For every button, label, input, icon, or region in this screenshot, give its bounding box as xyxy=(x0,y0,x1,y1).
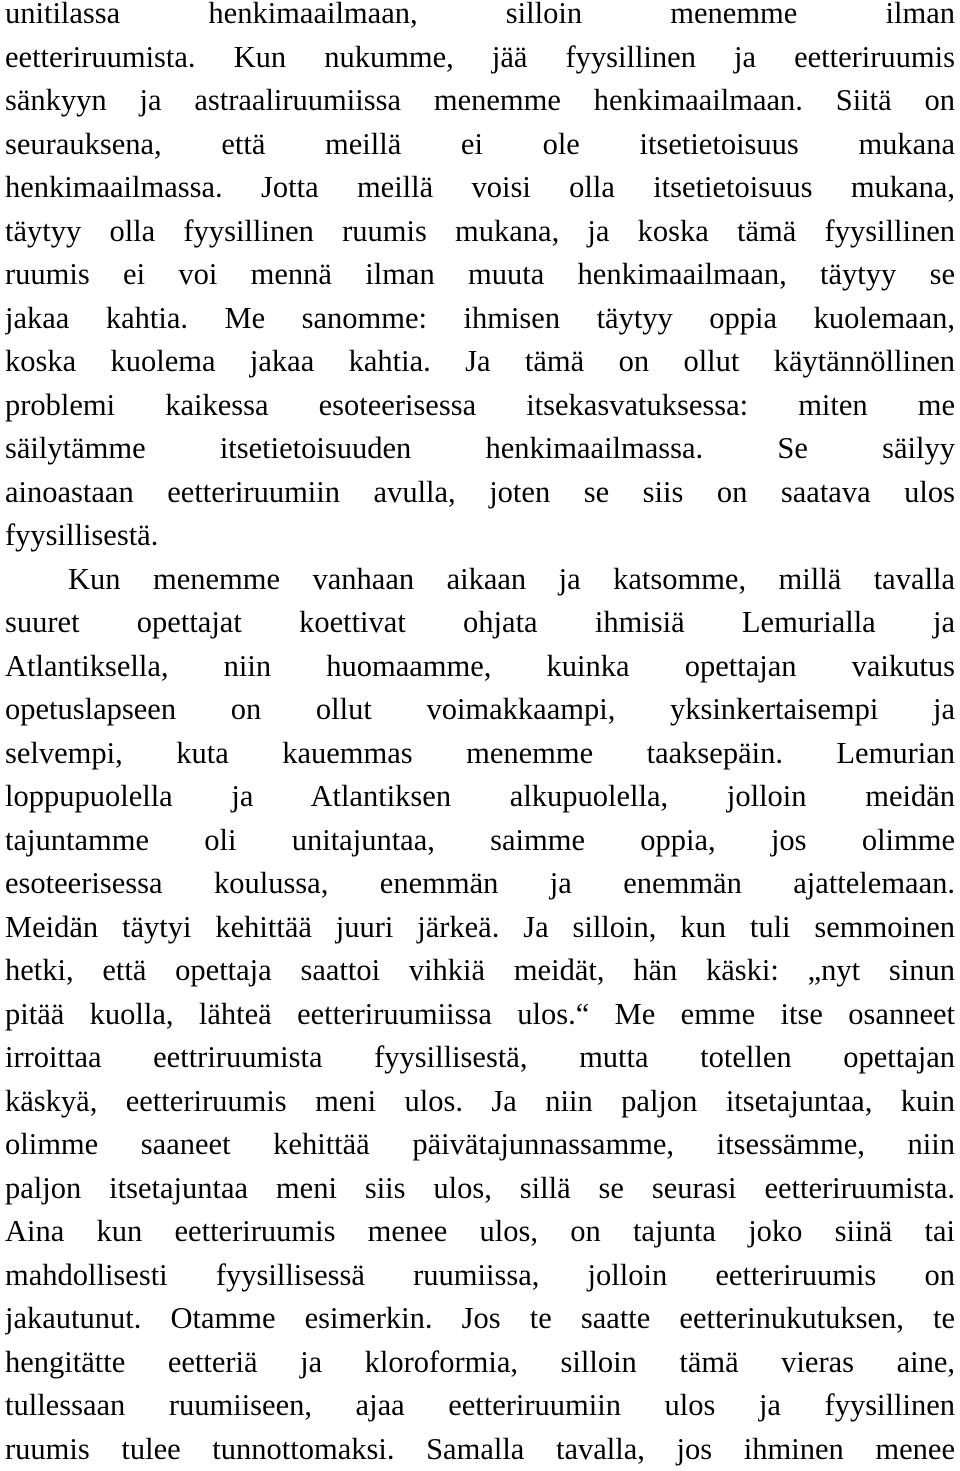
text-line: eetteriruumista. Kun nukumme, jää fyysillinen ja eetteriruumis xyxy=(5,36,955,80)
text-line: Aina kun eetteriruumis menee ulos, on tajunta joko siinä tai xyxy=(5,1210,955,1254)
text-line: Meidän täytyi kehittää juuri järkeä. Ja silloin, kun tuli semmoinen xyxy=(5,906,955,950)
text-line: unitilassa henkimaailmaan, silloin menemme ilman xyxy=(5,0,955,36)
text-line: jakautunut. Otamme esimerkin. Jos te saatte eetterinukutuksen, te xyxy=(5,1297,955,1341)
text-line: sänkyyn ja astraaliruumiissa menemme henkimaailmaan. Siitä on xyxy=(5,79,955,123)
text-line: seurauksena, että meillä ei ole itsetietoisuus mukana xyxy=(5,123,955,167)
text-line: jakaa kahtia. Me sanomme: ihmisen täytyy oppia kuolemaan, xyxy=(5,297,955,341)
text-line: pitää kuolla, lähteä eetteriruumiissa ulos.“ Me emme itse osanneet xyxy=(5,993,955,1037)
text-line: täytyy olla fyysillinen ruumis mukana, ja koska tämä fyysillinen xyxy=(5,210,955,254)
text-line: opetuslapseen on ollut voimakkaampi, yksinkertaisempi ja xyxy=(5,688,955,732)
text-line: ruumis ei voi mennä ilman muuta henkimaailmaan, täytyy se xyxy=(5,253,955,297)
text-line: irroittaa eettriruumista fyysillisestä, mutta totellen opettajan xyxy=(5,1036,955,1080)
text-line: ainoastaan eetteriruumiin avulla, joten se siis on saatava ulos xyxy=(5,471,955,515)
text-line: tajuntamme oli unitajuntaa, saimme oppia, jos olimme xyxy=(5,819,955,863)
text-line: problemi kaikessa esoteerisessa itsekasvatuksessa: miten me xyxy=(5,384,955,428)
paragraph-start-line: Kun menemme vanhaan aikaan ja katsomme, millä tavalla xyxy=(5,558,955,602)
document-page xyxy=(5,0,955,1471)
text-line: hetki, että opettaja saattoi vihkiä meidät, hän käski: „nyt sinun xyxy=(5,949,955,993)
text-line: tullessaan ruumiiseen, ajaa eetteriruumiin ulos ja fyysillinen xyxy=(5,1384,955,1428)
text-line: Atlantiksella, niin huomaamme, kuinka opettajan vaikutus xyxy=(5,645,955,689)
text-line: koska kuolema jakaa kahtia. Ja tämä on ollut käytännöllinen xyxy=(5,340,955,384)
text-line: hengitätte eetteriä ja kloroformia, silloin tämä vieras aine, xyxy=(5,1341,955,1385)
text-line: suuret opettajat koettivat ohjata ihmisiä Lemurialla ja xyxy=(5,601,955,645)
text-line: henkimaailmassa. Jotta meillä voisi olla itsetietoisuus mukana, xyxy=(5,166,955,210)
text-line: mahdollisesti fyysillisessä ruumiissa, jolloin eetteriruumis on xyxy=(5,1254,955,1298)
text-line: olimme saaneet kehittää päivätajunnassamme, itsessämme, niin xyxy=(5,1123,955,1167)
paragraph-end-line: fyysillisestä. xyxy=(5,514,955,558)
text-line: esoteerisessa koulussa, enemmän ja enemmän ajattelemaan. xyxy=(5,862,955,906)
text-line: ruumis tulee tunnottomaksi. Samalla tavalla, jos ihminen menee xyxy=(5,1428,955,1471)
text-line: paljon itsetajuntaa meni siis ulos, sillä se seurasi eetteriruumista. xyxy=(5,1167,955,1211)
text-line: säilytämme itsetietoisuuden henkimaailmassa. Se säilyy xyxy=(5,427,955,471)
text-line: selvempi, kuta kauemmas menemme taaksepäin. Lemurian xyxy=(5,732,955,776)
text-line: loppupuolella ja Atlantiksen alkupuolella, jolloin meidän xyxy=(5,775,955,819)
text-line: käskyä, eetteriruumis meni ulos. Ja niin paljon itsetajuntaa, kuin xyxy=(5,1080,955,1124)
